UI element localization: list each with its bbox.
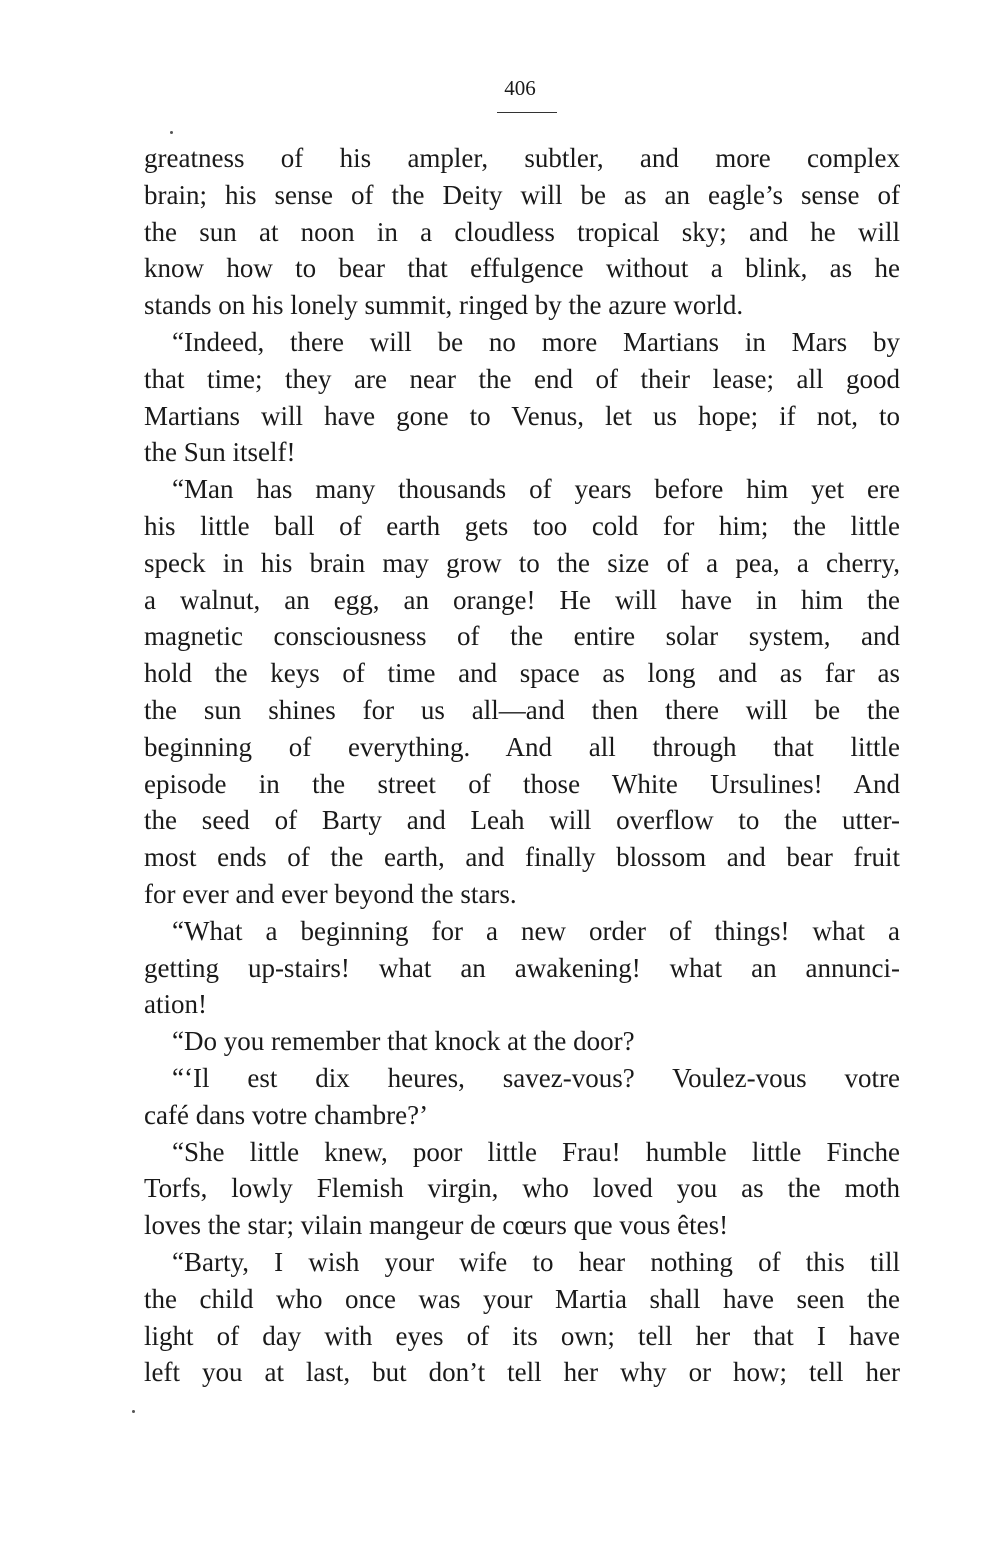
text-line: hold the keys of time and space as long and as far as (144, 658, 900, 689)
text-line: a walnut, an egg, an orange! He will have in him the (144, 584, 900, 615)
paper-speck (132, 1410, 135, 1413)
text-line: that time; they are near the end of their lease; all good (144, 363, 900, 394)
paper-speck (170, 131, 173, 134)
text-line: “Indeed, there will be no more Martians in Mars by (172, 326, 900, 357)
text-line: Martians will have gone to Venus, let us hope; if not, to (144, 400, 900, 431)
text-line: for ever and ever beyond the stars. (144, 878, 517, 909)
text-line: most ends of the earth, and finally blossom and bear fruit (144, 842, 900, 873)
text-line: the Sun itself! (144, 437, 296, 468)
text-line: greatness of his ampler, subtler, and more complex (144, 143, 900, 173)
text-line: “What a beginning for a new order of things! what a (172, 915, 900, 946)
text-line: speck in his brain may grow to the size of a pea, a cherry, (144, 547, 900, 578)
text-line: “Barty, I wish your wife to hear nothing of this till (172, 1246, 900, 1277)
text-line: brain; his sense of the Deity will be as an eagle’s sense of (144, 179, 900, 210)
text-line: getting up-stairs! what an awakening! what an annunci- (144, 952, 900, 983)
text-line: stands on his lonely summit, ringed by the azure world. (144, 290, 744, 321)
page-number-rule (497, 112, 557, 113)
text-line: loves the star; vilain mangeur de cœurs que vous êtes! (144, 1210, 729, 1241)
text-line: his little ball of earth gets too cold for him; the little (144, 510, 900, 541)
text-line: the child who once was your Martia shall have seen the (144, 1283, 900, 1314)
text-line: café dans votre chambre?’ (144, 1099, 429, 1130)
text-line: light of day with eyes of its own; tell her that I have (144, 1320, 900, 1351)
text-line: “Man has many thousands of years before him yet ere (172, 474, 900, 505)
text-line: Torfs, lowly Flemish virgin, who loved you as the moth (144, 1173, 900, 1204)
body-text (144, 140, 900, 1391)
text-line: know how to bear that effulgence without a blink, as he (144, 253, 900, 284)
text-line: magnetic consciousness of the entire solar system, and (144, 621, 900, 652)
page-number: 406 (504, 76, 536, 100)
text-line: episode in the street of those White Ursulines! And (144, 768, 900, 799)
text-line: “‘Il est dix heures, savez-vous? Voulez-vous votre (172, 1062, 900, 1093)
text-line: left you at last, but don’t tell her why or how; tell her (144, 1357, 900, 1388)
text-line: the seed of Barty and Leah will overflow to the utter- (144, 805, 900, 836)
text-line: the sun at noon in a cloudless tropical sky; and he will (144, 216, 900, 247)
text-line: the sun shines for us all—and then there will be the (144, 694, 900, 725)
text-line: beginning of everything. And all through that little (144, 731, 900, 762)
text-line: “She little knew, poor little Frau! humble little Finche (172, 1136, 900, 1167)
text-line: “Do you remember that knock at the door? (172, 1026, 635, 1057)
text-line: ation! (144, 989, 207, 1020)
